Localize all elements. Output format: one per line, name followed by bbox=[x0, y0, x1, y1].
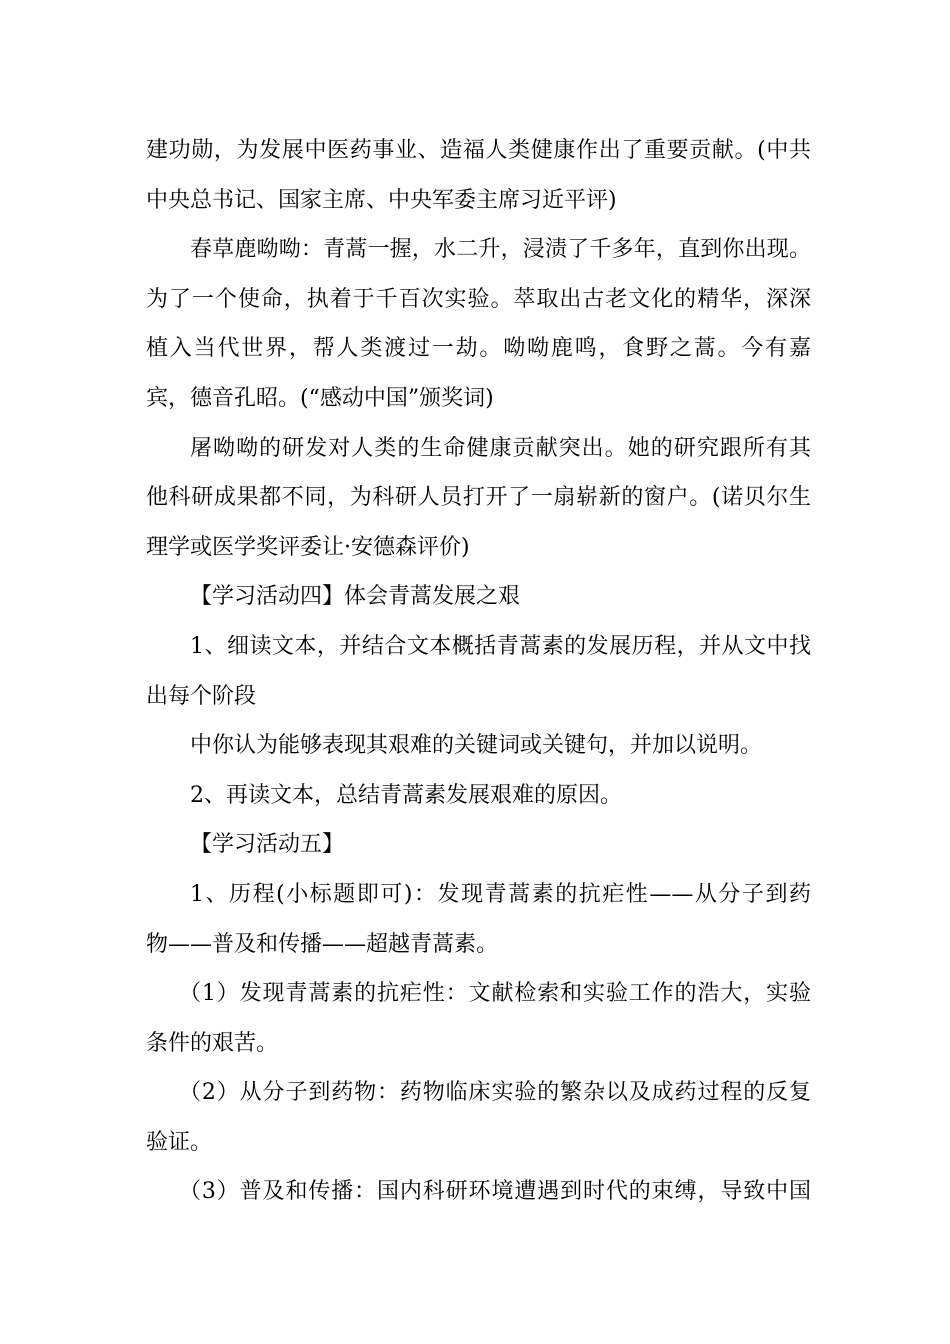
paragraph-line: 中你认为能够表现其艰难的关键词或关键句，并加以说明。 bbox=[190, 733, 763, 759]
paragraph-line: 出每个阶段 bbox=[146, 683, 257, 709]
paragraph-line: 2、再读文本，总结青蒿素发展艰难的原因。 bbox=[190, 782, 622, 808]
section-heading: 【学习活动五】 bbox=[190, 832, 345, 858]
section-heading: 【学习活动四】体会青蒿发展之艰 bbox=[190, 584, 521, 610]
paragraph-line: 1、细读文本，并结合文本概括青蒿素的发展历程，并从文中找 bbox=[190, 633, 811, 659]
paragraph-line: 理学或医学奖评委让·安德森评价) bbox=[146, 534, 470, 560]
paragraph-line: 验证。 bbox=[146, 1129, 213, 1155]
paragraph-line: （1）发现青蒿素的抗疟性：文献检索和实验工作的浩大，实验 bbox=[179, 981, 811, 1007]
paragraph-line: （3）普及和传播：国内科研环境遭遇到时代的束缚，导致中国 bbox=[179, 1179, 811, 1205]
paragraph-line: 为了一个使命，执着于千百次实验。萃取出古老文化的精华，深深 bbox=[146, 286, 811, 312]
paragraph-line: 植入当代世界，帮人类渡过一劫。呦呦鹿鸣，食野之蒿。今有嘉 bbox=[146, 336, 811, 362]
paragraph-line: 中央总书记、国家主席、中央军委主席习近平评) bbox=[146, 187, 617, 213]
paragraph-line: 春草鹿呦呦：青蒿一握，水二升，浸渍了千多年，直到你出现。 bbox=[190, 237, 811, 263]
paragraph-line: 建功勋，为发展中医药事业、造福人类健康作出了重要贡献。(中共 bbox=[146, 138, 811, 163]
paragraph-line: 屠呦呦的研发对人类的生命健康贡献突出。她的研究跟所有其 bbox=[190, 435, 811, 461]
paragraph-line: 物——普及和传播——超越青蒿素。 bbox=[146, 931, 499, 957]
paragraph-line: （2）从分子到药物：药物临床实验的繁杂以及成药过程的反复 bbox=[179, 1080, 811, 1106]
paragraph-line: 条件的艰苦。 bbox=[146, 1030, 279, 1056]
paragraph-line: 宾，德音孔昭。(“感动中国”颁奖词) bbox=[146, 385, 494, 411]
paragraph-line: 1、历程(小标题即可)：发现青蒿素的抗疟性——从分子到药 bbox=[190, 881, 811, 907]
document-body bbox=[146, 130, 811, 1221]
paragraph-line: 他科研成果都不同，为科研人员打开了一扇崭新的窗户。(诺贝尔生 bbox=[146, 485, 811, 511]
